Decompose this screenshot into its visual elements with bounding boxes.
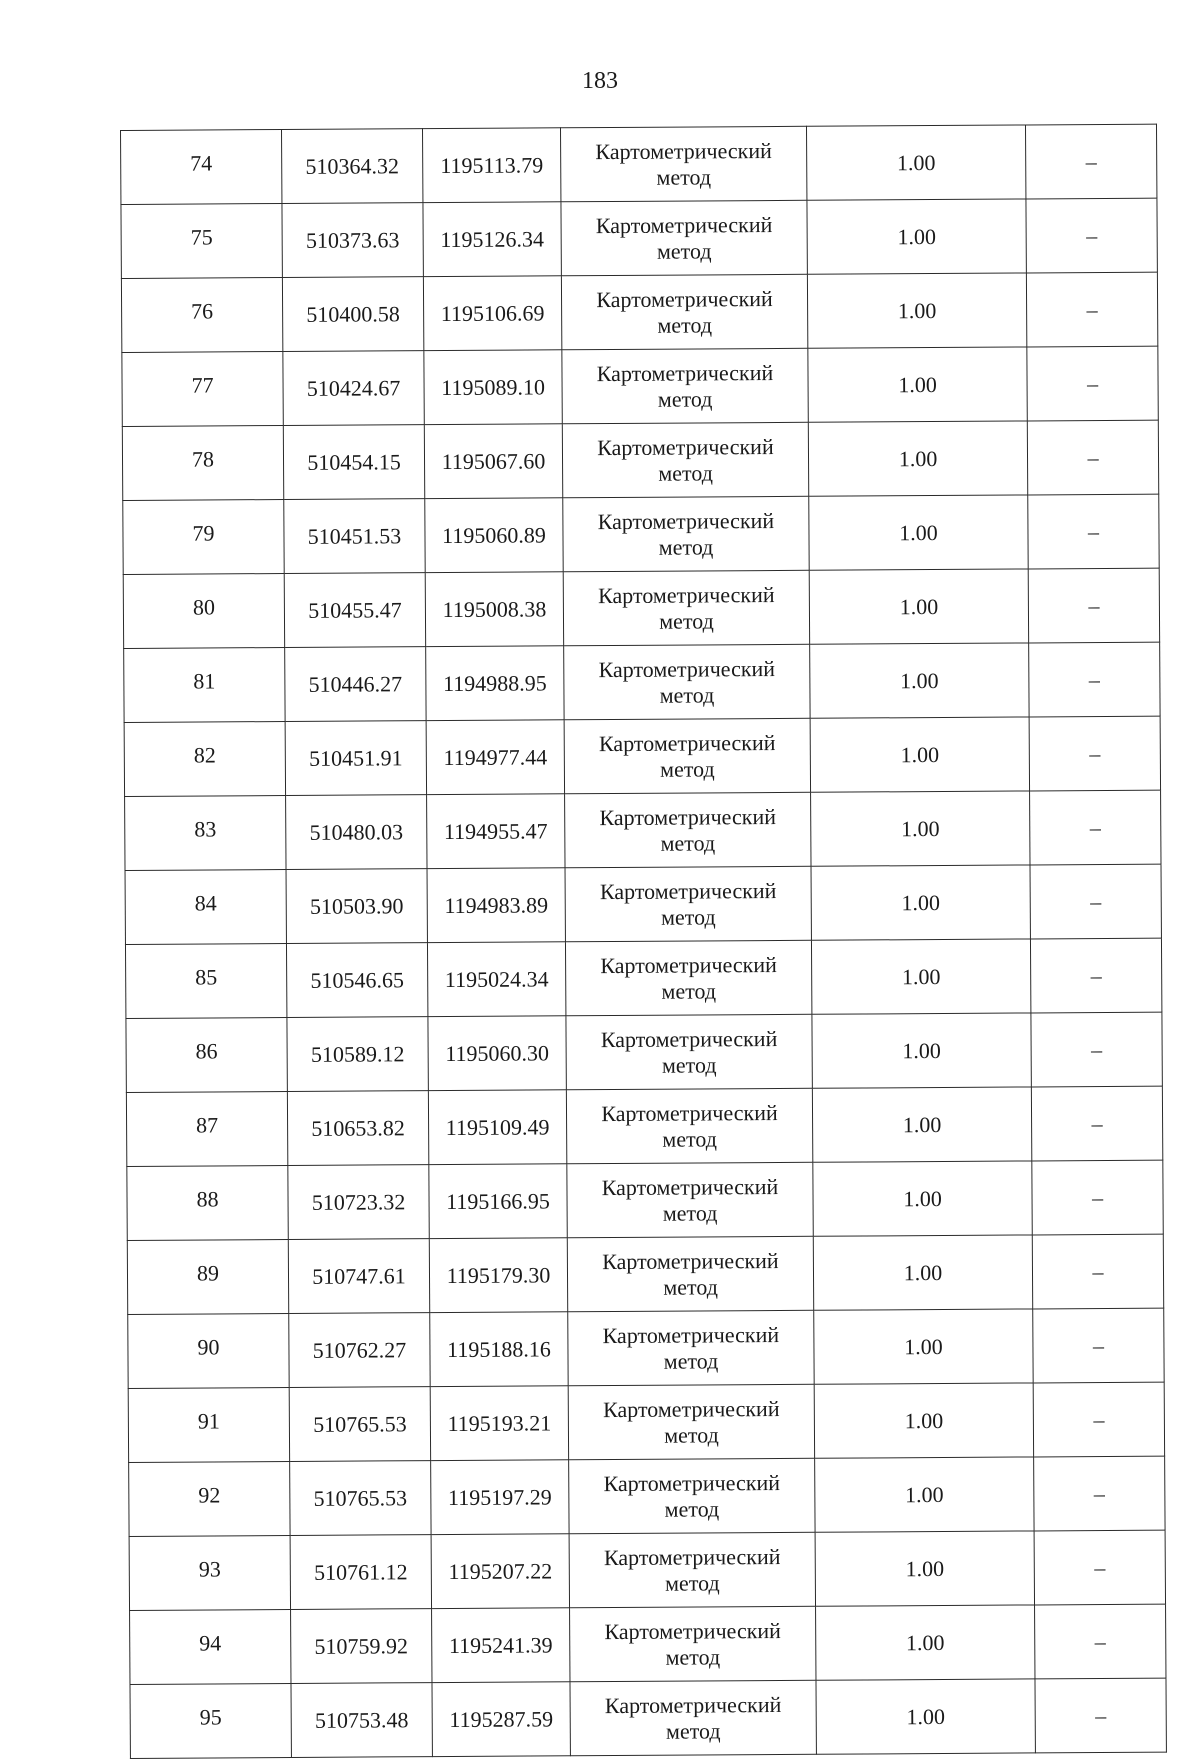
accuracy-cell: 1.00 (811, 791, 1030, 866)
method-line: Картометрический (601, 1099, 778, 1126)
method-line: метод (665, 1569, 720, 1596)
method-line: Картометрический (604, 1617, 781, 1644)
x-coordinate-cell: 510454.15 (283, 425, 424, 500)
method-line: Картометрический (604, 1691, 782, 1718)
method-line: Картометрический (602, 1247, 779, 1274)
x-coordinate-cell: 510364.32 (282, 129, 423, 204)
y-coordinate-cell: 1195207.22 (431, 1534, 569, 1609)
point-number-cell: 77 (122, 352, 283, 427)
y-coordinate-cell: 1195126.34 (423, 202, 561, 277)
y-coordinate-cell: 1195197.29 (431, 1460, 569, 1535)
x-coordinate-cell: 510765.53 (289, 1387, 430, 1462)
table-row (124, 716, 1160, 796)
table-row (124, 642, 1160, 722)
y-coordinate-cell: 1195089.10 (424, 350, 562, 425)
accuracy-cell: 1.00 (810, 643, 1029, 718)
method-line: метод (657, 385, 713, 412)
y-coordinate-cell: 1195188.16 (430, 1312, 568, 1387)
point-number-cell: 74 (121, 130, 282, 205)
coordinates-table-wrapper (120, 124, 1160, 1759)
point-number-cell: 95 (130, 1683, 291, 1758)
description-cell: – (1029, 642, 1160, 717)
method-line: метод (661, 1051, 717, 1078)
description-cell: – (1034, 1456, 1165, 1531)
point-number-cell: 91 (128, 1387, 289, 1462)
accuracy-cell: 1.00 (816, 1679, 1035, 1754)
x-coordinate-cell: 510546.65 (286, 943, 427, 1018)
description-cell: – (1035, 1678, 1166, 1753)
x-coordinate-cell: 510446.27 (285, 647, 426, 722)
accuracy-cell: 1.00 (808, 347, 1027, 422)
method-line: метод (664, 1495, 720, 1522)
accuracy-cell: 1.00 (815, 1531, 1034, 1606)
method-line: Картометрический (598, 655, 776, 682)
method-cell (562, 422, 808, 498)
method-line: метод (665, 1643, 721, 1670)
method-cell (566, 1088, 812, 1164)
y-coordinate-cell: 1195179.30 (429, 1238, 567, 1313)
method-line: Картометрический (595, 211, 773, 238)
accuracy-cell: 1.00 (811, 865, 1030, 940)
y-coordinate-cell: 1195241.39 (432, 1608, 570, 1683)
y-coordinate-cell: 1195113.79 (422, 128, 560, 203)
x-coordinate-cell: 510762.27 (289, 1313, 430, 1388)
method-line: метод (656, 237, 712, 264)
point-number-cell: 82 (124, 722, 285, 797)
table-row (127, 1234, 1163, 1314)
method-cell (565, 792, 811, 868)
table-row (125, 864, 1161, 944)
y-coordinate-cell: 1195109.49 (428, 1090, 566, 1165)
method-cell (561, 274, 807, 350)
y-coordinate-cell: 1194983.89 (427, 868, 565, 943)
method-cell (565, 940, 811, 1016)
description-cell: – (1029, 716, 1160, 791)
table-row (130, 1678, 1166, 1758)
method-line: Картометрический (597, 507, 775, 534)
description-cell: – (1026, 272, 1157, 347)
point-number-cell: 94 (130, 1609, 291, 1684)
method-line: метод (657, 311, 713, 338)
method-cell (564, 644, 810, 720)
y-coordinate-cell: 1195060.30 (428, 1016, 566, 1091)
description-cell: – (1031, 1012, 1162, 1087)
method-cell (565, 866, 811, 942)
method-line: метод (661, 977, 717, 1004)
x-coordinate-cell: 510759.92 (291, 1609, 432, 1684)
table-row (121, 124, 1157, 204)
method-line: метод (658, 459, 713, 486)
method-line: Картометрический (602, 1321, 780, 1348)
method-line: метод (660, 755, 715, 782)
method-line: Картометрический (598, 581, 775, 608)
accuracy-cell: 1.00 (813, 1161, 1032, 1236)
point-number-cell: 89 (127, 1239, 288, 1314)
method-cell (562, 348, 808, 424)
x-coordinate-cell: 510747.61 (288, 1239, 429, 1314)
method-line: метод (663, 1347, 719, 1374)
table-row (127, 1160, 1163, 1240)
accuracy-cell: 1.00 (809, 495, 1028, 570)
point-number-cell: 83 (125, 796, 286, 871)
description-cell: – (1032, 1160, 1163, 1235)
point-number-cell: 88 (127, 1165, 288, 1240)
x-coordinate-cell: 510451.91 (285, 721, 426, 796)
description-cell: – (1028, 568, 1159, 643)
point-number-cell: 79 (123, 500, 284, 575)
method-line: метод (663, 1273, 718, 1300)
method-line: Картометрический (596, 285, 773, 312)
method-cell (563, 570, 809, 646)
method-cell (560, 126, 806, 202)
method-cell (567, 1236, 813, 1312)
coordinates-table (120, 124, 1167, 1759)
y-coordinate-cell: 1195024.34 (427, 942, 565, 1017)
method-line: Картометрический (595, 137, 772, 164)
table-row (125, 790, 1161, 870)
point-number-cell: 92 (129, 1461, 290, 1536)
method-cell (564, 718, 810, 794)
method-line: Картометрический (598, 729, 776, 756)
description-cell: – (1032, 1234, 1163, 1309)
y-coordinate-cell: 1195166.95 (429, 1164, 567, 1239)
x-coordinate-cell: 510589.12 (287, 1017, 428, 1092)
method-line: метод (656, 163, 712, 190)
accuracy-cell: 1.00 (813, 1235, 1032, 1310)
description-cell: – (1035, 1604, 1166, 1679)
table-row (123, 568, 1159, 648)
y-coordinate-cell: 1194988.95 (426, 646, 564, 721)
x-coordinate-cell: 510455.47 (284, 573, 425, 648)
description-cell: – (1033, 1382, 1164, 1457)
method-line: Картометрический (603, 1469, 781, 1496)
point-number-cell: 90 (128, 1313, 289, 1388)
y-coordinate-cell: 1195060.89 (425, 498, 563, 573)
point-number-cell: 75 (121, 204, 282, 279)
accuracy-cell: 1.00 (812, 1087, 1031, 1162)
description-cell: – (1025, 124, 1156, 199)
accuracy-cell: 1.00 (807, 199, 1026, 274)
method-line: метод (659, 607, 714, 634)
point-number-cell: 84 (125, 869, 286, 944)
point-number-cell: 80 (123, 574, 284, 649)
y-coordinate-cell: 1195287.59 (432, 1682, 570, 1757)
accuracy-cell: 1.00 (812, 1013, 1031, 1088)
table-row (121, 272, 1157, 352)
point-number-cell: 93 (129, 1535, 290, 1610)
method-line: Картометрический (600, 951, 777, 978)
x-coordinate-cell: 510723.32 (288, 1165, 429, 1240)
description-cell: – (1030, 938, 1161, 1013)
point-number-cell: 81 (124, 648, 285, 723)
page-number: 183 (582, 68, 618, 94)
description-cell: – (1034, 1530, 1165, 1605)
y-coordinate-cell: 1195106.69 (423, 276, 561, 351)
accuracy-cell: 1.00 (808, 421, 1027, 496)
point-number-cell: 78 (122, 426, 283, 501)
point-number-cell: 85 (125, 943, 286, 1018)
description-cell: – (1027, 346, 1158, 421)
table-row (129, 1456, 1165, 1536)
description-cell: – (1026, 198, 1157, 273)
table-row (123, 494, 1159, 574)
accuracy-cell: 1.00 (810, 717, 1029, 792)
y-coordinate-cell: 1195067.60 (424, 424, 562, 499)
x-coordinate-cell: 510765.53 (290, 1461, 431, 1536)
x-coordinate-cell: 510373.63 (282, 203, 423, 278)
x-coordinate-cell: 510480.03 (286, 795, 427, 870)
method-line: Картометрический (600, 1025, 778, 1052)
x-coordinate-cell: 510653.82 (287, 1091, 428, 1166)
method-cell (570, 1680, 816, 1756)
method-line: метод (664, 1421, 719, 1448)
point-number-cell: 76 (121, 278, 282, 353)
point-number-cell: 87 (126, 1091, 287, 1166)
accuracy-cell: 1.00 (811, 939, 1030, 1014)
method-cell (568, 1310, 814, 1386)
y-coordinate-cell: 1195193.21 (430, 1386, 568, 1461)
method-cell (563, 496, 809, 572)
table-row (122, 420, 1158, 500)
accuracy-cell: 1.00 (815, 1457, 1034, 1532)
point-number-cell: 86 (126, 1017, 287, 1092)
method-line: Картометрический (599, 877, 777, 904)
method-cell (561, 200, 807, 276)
method-line: Картометрический (599, 803, 777, 830)
method-cell (566, 1014, 812, 1090)
coordinates-table-body (121, 124, 1167, 1758)
method-cell (569, 1458, 815, 1534)
method-cell (569, 1532, 815, 1608)
x-coordinate-cell: 510753.48 (291, 1683, 432, 1758)
table-row (129, 1530, 1165, 1610)
method-line: метод (660, 829, 716, 856)
y-coordinate-cell: 1194955.47 (427, 794, 565, 869)
method-line: метод (658, 533, 714, 560)
accuracy-cell: 1.00 (806, 125, 1025, 200)
x-coordinate-cell: 510761.12 (290, 1535, 431, 1610)
description-cell: – (1033, 1308, 1164, 1383)
method-line: метод (660, 903, 716, 930)
table-row (121, 198, 1157, 278)
method-line: Картометрический (597, 433, 774, 460)
method-line: Картометрический (603, 1543, 781, 1570)
table-row (130, 1604, 1166, 1684)
x-coordinate-cell: 510451.53 (284, 499, 425, 574)
method-line: метод (659, 681, 715, 708)
accuracy-cell: 1.00 (807, 273, 1026, 348)
x-coordinate-cell: 510400.58 (282, 277, 423, 352)
table-row (128, 1382, 1164, 1462)
method-line: Картометрический (596, 359, 774, 386)
accuracy-cell: 1.00 (814, 1383, 1033, 1458)
table-row (125, 938, 1161, 1018)
y-coordinate-cell: 1194977.44 (426, 720, 564, 795)
table-row (126, 1086, 1162, 1166)
accuracy-cell: 1.00 (816, 1605, 1035, 1680)
method-line: метод (665, 1717, 721, 1744)
description-cell: – (1028, 494, 1159, 569)
description-cell: – (1030, 790, 1161, 865)
table-row (128, 1308, 1164, 1388)
x-coordinate-cell: 510503.90 (286, 869, 427, 944)
method-cell (568, 1384, 814, 1460)
accuracy-cell: 1.00 (809, 569, 1028, 644)
method-line: Картометрический (601, 1173, 779, 1200)
x-coordinate-cell: 510424.67 (283, 351, 424, 426)
method-cell (570, 1606, 816, 1682)
table-row (122, 346, 1158, 426)
method-line: Картометрический (602, 1395, 780, 1422)
method-line: метод (662, 1199, 718, 1226)
description-cell: – (1027, 420, 1158, 495)
description-cell: – (1030, 864, 1161, 939)
accuracy-cell: 1.00 (814, 1309, 1033, 1384)
description-cell: – (1031, 1086, 1162, 1161)
method-line: метод (662, 1125, 718, 1152)
method-cell (567, 1162, 813, 1238)
y-coordinate-cell: 1195008.38 (425, 572, 563, 647)
table-row (126, 1012, 1162, 1092)
